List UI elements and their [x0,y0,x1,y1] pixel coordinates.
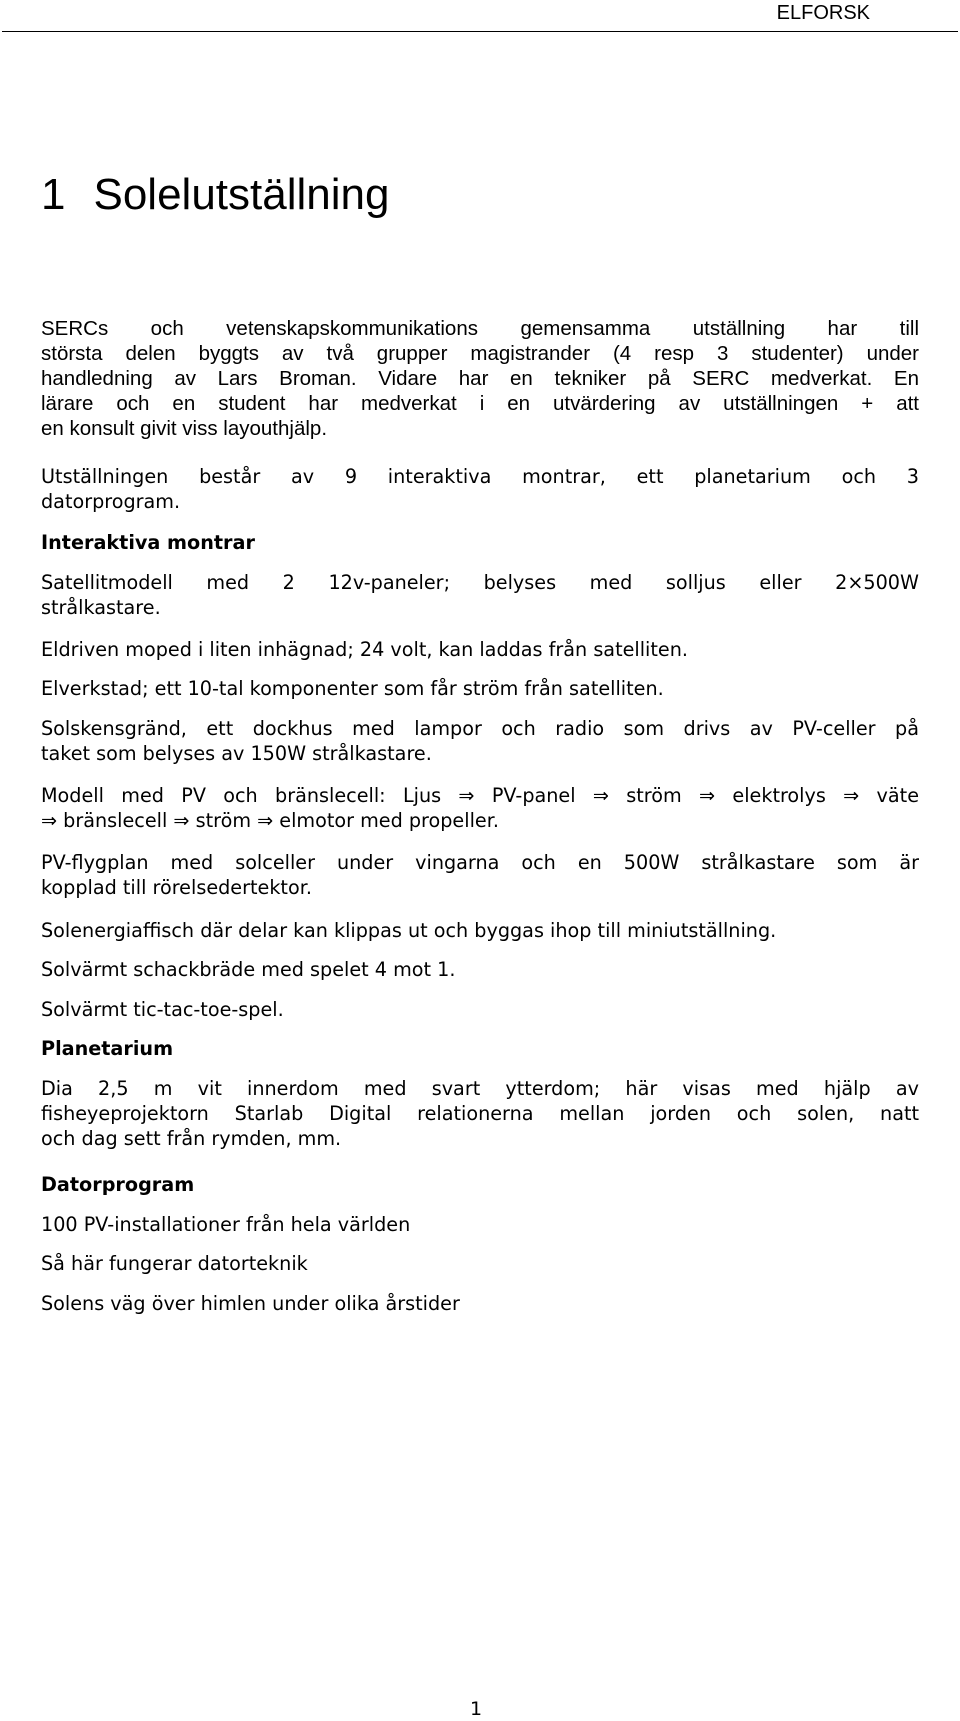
planetarium-paragraph [41,1076,919,1151]
intro-line: SERCs och vetenskapskommunikations gemensamma utställning har till [41,317,919,340]
intro-line: handledning av Lars Broman. Vidare har en tekniker på SERC medverkat. En [41,367,919,390]
page-number-text: 1 [469,1698,483,1720]
item-pv-flygplan [41,850,919,900]
page-number [0,1700,960,1719]
item-line: Solskensgränd, ett dockhus med lampor och radio som drivs av PV-celler på [41,717,919,740]
item-line: strålkastare. [41,596,161,619]
intro-paragraph [41,316,919,441]
item-line: PV-flygplan med solceller under vingarna och en 500W strålkastare som är [41,851,919,874]
item-schackbrade: Solvärmt schackbräde med spelet 4 mot 1. [41,958,456,981]
header-rule [2,31,958,32]
item-line: taket som belyses av 150W strålkastare. [41,742,432,765]
datorprogram-item-2: Så här fungerar datorteknik [41,1252,308,1275]
item-branslecell [41,783,919,833]
item-solenergiaffisch: Solenergiaffisch där delar kan klippas ut och byggas ihop till miniutställning. [41,919,777,942]
item-satellitmodell [41,570,919,620]
overview-line: Utställningen består av 9 interaktiva montrar, ett planetarium och 3 [41,465,919,488]
item-line: kopplad till rörelsedertektor. [41,876,312,899]
item-moped: Eldriven moped i liten inhägnad; 24 volt, kan laddas från satelliten. [41,638,688,661]
planetarium-line: och dag sett från rymden, mm. [41,1127,342,1150]
chapter-title-text: Solelutställning [93,170,390,219]
item-elverkstad: Elverkstad; ett 10-tal komponenter som får ström från satelliten. [41,677,664,700]
datorprogram-item-3: Solens väg över himlen under olika årstider [41,1292,460,1315]
running-header [0,0,960,31]
intro-line: en konsult givit viss layouthjälp. [41,417,328,440]
intro-line: största delen byggts av två grupper magistrander (4 resp 3 studenter) under [41,342,919,365]
section-heading-datorprogram: Datorprogram [41,1173,195,1196]
overview-line: datorprogram. [41,490,181,513]
section-heading-montrar: Interaktiva montrar [41,531,255,554]
datorprogram-item-1: 100 PV-installationer från hela världen [41,1213,411,1236]
overview-paragraph [41,464,919,514]
section-heading-planetarium: Planetarium [41,1037,174,1060]
item-tic-tac-toe: Solvärmt tic-tac-toe-spel. [41,998,284,1021]
chapter-number: 1 [41,170,66,219]
planetarium-line: Dia 2,5 m vit innerdom med svart ytterdom; här visas med hjälp av [41,1077,919,1100]
planetarium-line: fisheyeprojektorn Starlab Digital relationerna mellan jorden och solen, natt [41,1102,919,1125]
item-line: ⇒ bränslecell ⇒ ström ⇒ elmotor med propeller. [41,809,499,832]
chapter-title [41,170,390,219]
item-line: Modell med PV och bränslecell: Ljus ⇒ PV-panel ⇒ ström ⇒ elektrolys ⇒ väte [41,784,919,807]
item-solskensgrand [41,716,919,766]
item-line: Satellitmodell med 2 12v-paneler; belyses med solljus eller 2×500W [41,571,919,594]
intro-line: lärare och en student har medverkat i en utvärdering av utställningen + att [41,392,919,415]
header-label: ELFORSK [776,2,870,24]
